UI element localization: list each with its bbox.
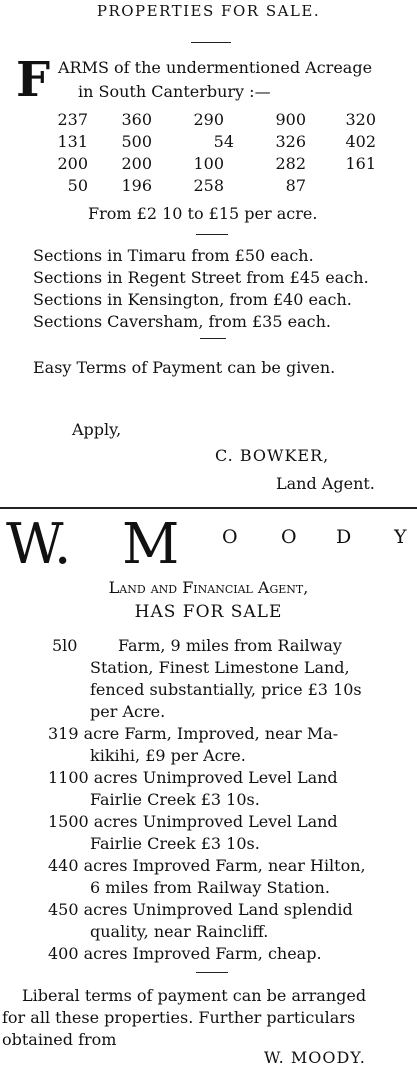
- agent-subtitle: Land and Financial Agent,: [108, 578, 309, 597]
- name-letter: O: [222, 526, 240, 548]
- short-rule: [196, 972, 228, 973]
- acreage-cell: 320: [345, 110, 376, 129]
- listing-line: fenced substantially, price £3 10s: [90, 680, 362, 699]
- acreage-cell: 161: [345, 154, 376, 173]
- acreage-cell: 54: [213, 132, 234, 151]
- listing-line: 6 miles from Railway Station.: [90, 878, 330, 897]
- agent-title: Land Agent.: [276, 474, 375, 493]
- listing-line: 450 acres Unimproved Land splendid: [48, 900, 353, 919]
- acreage-cell: 50: [67, 176, 88, 195]
- agent-name: C. BOWKER,: [215, 446, 330, 465]
- listing-line: 1500 acres Unimproved Level Land: [48, 812, 338, 831]
- listing-line: Station, Finest Limestone Land,: [90, 658, 350, 677]
- intro-line: ARMS of the undermentioned Acreage: [58, 58, 373, 77]
- intro-line: in South Canterbury :—: [78, 82, 271, 101]
- acreage-cell: 258: [193, 176, 224, 195]
- acreage-cell: 402: [345, 132, 376, 151]
- acreage-cell: 290: [193, 110, 224, 129]
- name-letter: O: [281, 526, 299, 548]
- acreage-cell: 326: [275, 132, 306, 151]
- listing-line: 440 acres Improved Farm, near Hilton,: [48, 856, 366, 875]
- name-letter: Y: [394, 526, 409, 548]
- section-line: Sections in Kensington, from £40 each.: [33, 290, 352, 309]
- listing-acreage: 5l0: [52, 636, 78, 655]
- listing-line: Fairlie Creek £3 10s.: [90, 790, 260, 809]
- listing-line: 319 acre Farm, Improved, near Ma-: [48, 724, 339, 743]
- ad-divider: [0, 507, 417, 509]
- signature: W. MOODY.: [264, 1048, 366, 1067]
- listing-line: Fairlie Creek £3 10s.: [90, 834, 260, 853]
- listing-line: 400 acres Improved Farm, cheap.: [48, 944, 322, 963]
- short-rule: [200, 338, 226, 339]
- acreage-cell: 200: [121, 154, 152, 173]
- listing-line: 1100 acres Unimproved Level Land: [48, 768, 338, 787]
- payment-terms: Easy Terms of Payment can be given.: [33, 358, 336, 377]
- acreage-cell: 282: [275, 154, 306, 173]
- section-line: Sections in Timaru from £50 each.: [33, 246, 314, 265]
- listing-line: Farm, 9 miles from Railway: [118, 636, 342, 655]
- moody-initial-w: W.: [6, 512, 72, 577]
- listing-line: quality, near Raincliff.: [90, 922, 269, 941]
- listing-line: per Acre.: [90, 702, 166, 721]
- acreage-cell: 500: [121, 132, 152, 151]
- acreage-cell: 237: [57, 110, 88, 129]
- moody-initial-m: M: [122, 512, 180, 577]
- closing-text: Liberal terms of payment can be arranged: [22, 986, 367, 1005]
- short-rule: [191, 42, 231, 43]
- acreage-cell: 360: [121, 110, 152, 129]
- closing-text: for all these properties. Further particulars: [2, 1008, 356, 1027]
- listing-line: kikihi, £9 per Acre.: [90, 746, 246, 765]
- drop-cap: F: [16, 52, 51, 108]
- price-range: From £2 10 to £15 per acre.: [88, 204, 318, 223]
- acreage-cell: 131: [57, 132, 88, 151]
- acreage-cell: 196: [121, 176, 152, 195]
- acreage-cell: 87: [285, 176, 306, 195]
- section-line: Sections Caversham, from £35 each.: [33, 312, 331, 331]
- short-rule: [196, 234, 228, 235]
- acreage-cell: 100: [193, 154, 224, 173]
- for-sale-heading: HAS FOR SALE: [134, 602, 283, 622]
- ad1-heading: PROPERTIES FOR SALE.: [96, 2, 321, 20]
- acreage-cell: 900: [275, 110, 306, 129]
- closing-text: obtained from: [2, 1030, 117, 1049]
- acreage-cell: 200: [57, 154, 88, 173]
- name-letter: D: [336, 526, 354, 548]
- apply-text: Apply,: [72, 420, 122, 439]
- section-line: Sections in Regent Street from £45 each.: [33, 268, 369, 287]
